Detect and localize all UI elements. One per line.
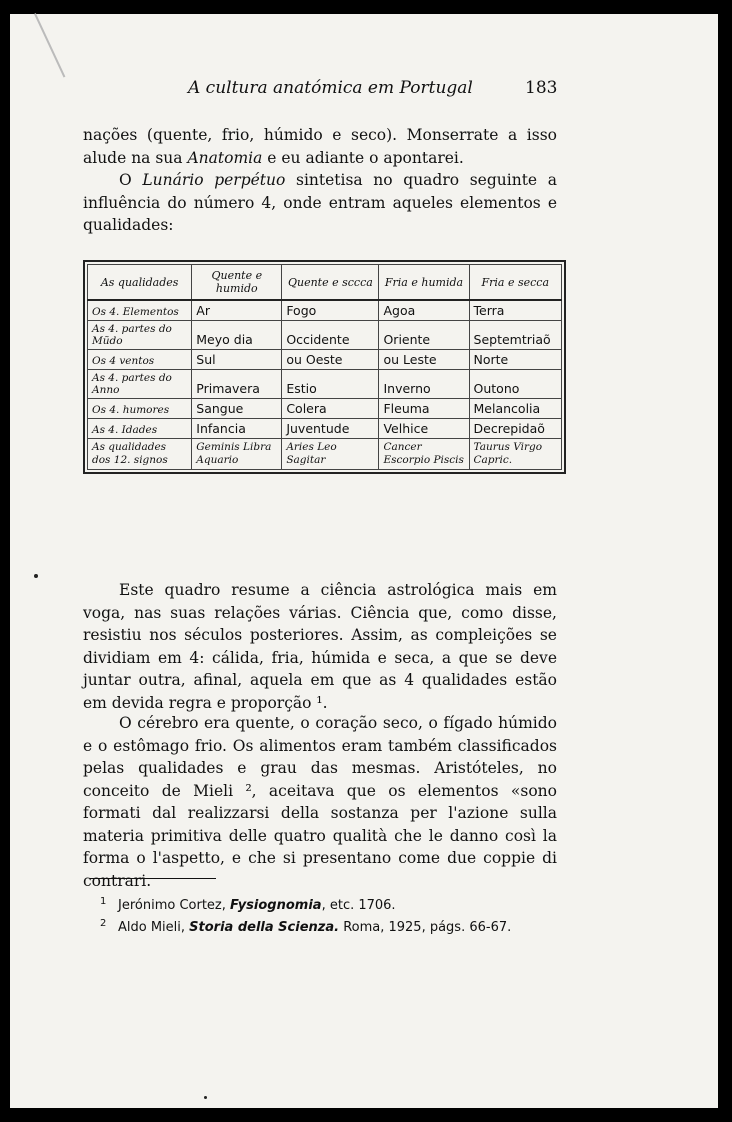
opening-text	[83, 124, 557, 237]
footnote-title: Storia della Scienza.	[189, 920, 340, 935]
table-row	[88, 350, 562, 370]
row-label: Os 4. humores	[88, 399, 192, 419]
page-speck	[204, 1096, 207, 1099]
table-cell: Norte	[469, 350, 561, 370]
table-cell: Ar	[192, 300, 282, 321]
table-cell: Infancia	[192, 419, 282, 439]
table-cell: Melancolia	[469, 399, 561, 419]
row-label: As 4. partes do Anno	[88, 370, 192, 399]
table-cell: Meyo dia	[192, 321, 282, 350]
table-cell: Fogo	[282, 300, 379, 321]
table-header-cell: Quente e humido	[192, 265, 282, 301]
row-label: As qualidades dos 12. signos	[88, 439, 192, 470]
table-cell: Primavera	[192, 370, 282, 399]
qualities-table	[87, 264, 562, 470]
paragraph-1-text-c: e eu adiante o apontarei.	[262, 148, 464, 167]
table-cell: Occidente	[282, 321, 379, 350]
paragraph-3: Este quadro resume a ciência astrológica mais em voga, nas suas relações várias. Ciência que, como disse, resistiu nos séculos posteriores. Assim, as compleições se dividiam em 4: cálida, fria, húmida e seca, a que se deve juntar outra, afinal, aquela em que as 4 qualidades estão em devida regra e proporção ¹.	[83, 581, 557, 712]
table-cell: Outono	[469, 370, 561, 399]
table-cell: Septemtriaõ	[469, 321, 561, 350]
paragraph-4: O cérebro era quente, o coração seco, o fígado húmido e o estômago frio. Os alimentos eram também classificados pelas qualidades e grau das mesmas. Aristóteles, no conceito de Mieli ², aceitava que os elementos «sono formati dal realizzarsi della sostanza per l'azione sulla materia primitiva delle quatro qualità che le danno così la forma o l'aspetto, e che si presentano come due coppie di contrari.	[83, 714, 557, 890]
table-cell: Oriente	[379, 321, 469, 350]
table-cell: Sangue	[192, 399, 282, 419]
table-row	[88, 439, 562, 470]
row-label: As 4. partes do Mũdo	[88, 321, 192, 350]
paragraph-2	[83, 169, 557, 237]
table-row	[88, 370, 562, 399]
running-title: A cultura anatómica em Portugal	[188, 78, 473, 98]
table-cell: Colera	[282, 399, 379, 419]
book-page	[10, 14, 718, 1108]
table-cell: Velhice	[379, 419, 469, 439]
paragraph-2-text-a: O	[119, 171, 143, 189]
table-cell: ou Leste	[379, 350, 469, 370]
table-cell: Geminis Libra Aquario	[192, 439, 282, 470]
footnote-1	[100, 896, 396, 913]
table-row	[88, 300, 562, 321]
margin-mark	[34, 574, 38, 578]
row-label: As 4. Idades	[88, 419, 192, 439]
footnote-text: , etc. 1706.	[321, 898, 396, 913]
table-header-cell: Fria e humida	[379, 265, 469, 301]
scan-artifact-line	[34, 13, 65, 77]
table-cell: Inverno	[379, 370, 469, 399]
row-label: Os 4 ventos	[88, 350, 192, 370]
table-header-cell: Fria e secca	[469, 265, 561, 301]
footnote-rule	[90, 878, 216, 879]
table-cell: Fleuma	[379, 399, 469, 419]
table-cell: Taurus Virgo Capric.	[469, 439, 561, 470]
page-number: 183	[525, 78, 558, 98]
page-header	[10, 78, 718, 102]
table-row	[88, 419, 562, 439]
table-cell: Juventude	[282, 419, 379, 439]
footnote-title: Fysiognomia	[230, 898, 322, 913]
table-row	[88, 399, 562, 419]
table-cell: Aries Leo Sagitar	[282, 439, 379, 470]
table-header-row	[88, 265, 562, 301]
table-header-cell: Quente e sccca	[282, 265, 379, 301]
table-row	[88, 321, 562, 350]
table-header-cell: As qualidades	[88, 265, 192, 301]
paragraph-1	[83, 124, 557, 169]
footnote-2	[100, 918, 512, 935]
paragraph-2-text-c: sintetisa no quadro seguinte a influência do número 4, onde entram aqueles elementos e qualidades:	[83, 171, 557, 234]
footnote-text: Jerónimo Cortez,	[118, 898, 231, 913]
table-cell: Estio	[282, 370, 379, 399]
table-cell: Sul	[192, 350, 282, 370]
row-label: Os 4. Elementos	[88, 300, 192, 321]
footnote-number: 2	[100, 918, 107, 929]
footnote-number: 1	[100, 896, 107, 907]
table-cell: Decrepidaõ	[469, 419, 561, 439]
table-cell: Agoa	[379, 300, 469, 321]
paragraph-2-italic: Lunário perpétuo	[142, 171, 286, 189]
paragraph-1-italic: Anatomia	[187, 148, 263, 167]
table-cell: ou Oeste	[282, 350, 379, 370]
footnote-text: Roma, 1925, págs. 66-67.	[339, 920, 512, 935]
table-cell: Cancer Escorpio Piscis	[379, 439, 469, 470]
qualities-table-frame	[83, 260, 566, 474]
paragraph-1-text-a: nações (quente, frio, húmido e seco). Monserrate a isso alude na sua	[83, 126, 557, 167]
footnote-text: Aldo Mieli,	[118, 920, 190, 935]
table-cell: Terra	[469, 300, 561, 321]
